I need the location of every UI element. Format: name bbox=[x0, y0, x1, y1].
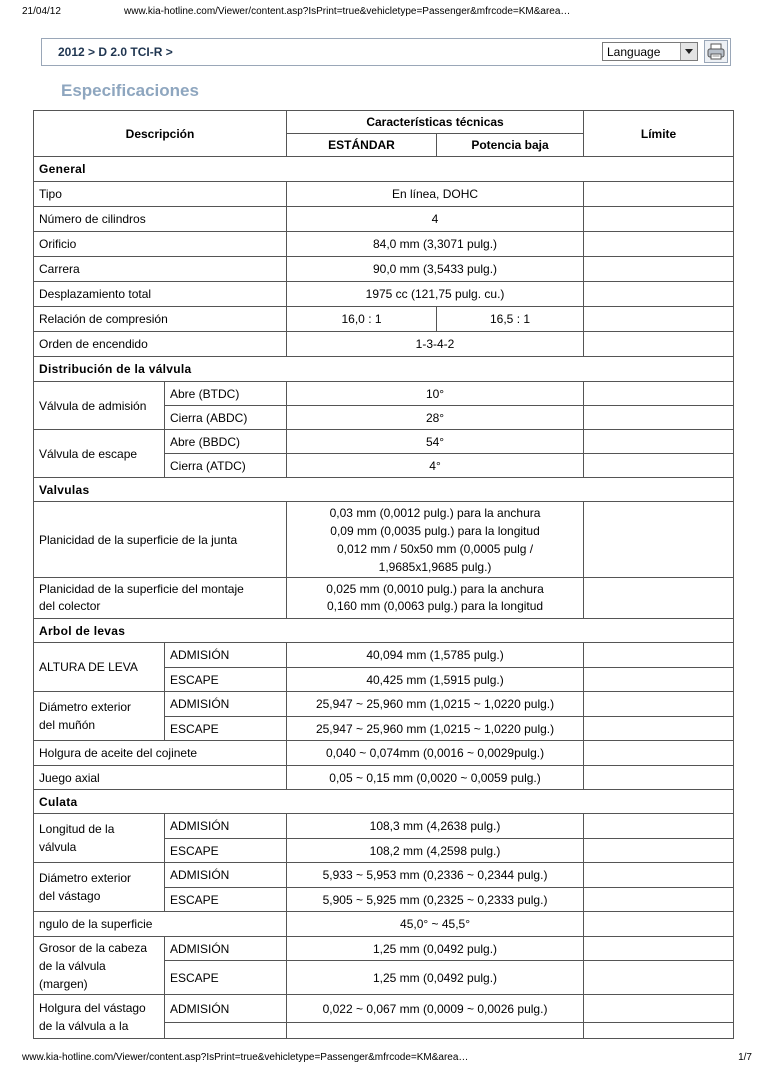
row-limit bbox=[584, 307, 734, 332]
row-value bbox=[287, 502, 584, 578]
top-toolbar bbox=[41, 38, 731, 66]
group-title: Arbol de levas bbox=[34, 619, 734, 643]
label-line: del muñón bbox=[39, 718, 96, 732]
value-line: 1,9685x1,9685 pulg.) bbox=[378, 559, 492, 574]
table-row bbox=[34, 382, 734, 406]
row-limit bbox=[584, 839, 734, 863]
row-limit bbox=[584, 182, 734, 207]
page-number: 1/7 bbox=[738, 1052, 752, 1063]
row-limit bbox=[584, 692, 734, 717]
label-line: de la válvula a la bbox=[39, 1019, 129, 1033]
row-label: Carrera bbox=[34, 257, 287, 282]
row-label: Número de cilindros bbox=[34, 207, 287, 232]
header-limite: Límite bbox=[584, 111, 734, 157]
group-row bbox=[34, 790, 734, 814]
row-limit bbox=[584, 430, 734, 454]
row-label: Holgura de aceite del cojinete bbox=[34, 741, 287, 766]
row-value: 108,2 mm (4,2598 pulg.) bbox=[287, 839, 584, 863]
row-value bbox=[287, 578, 584, 619]
language-select-value: Language bbox=[607, 45, 661, 59]
row-label: Relación de compresión bbox=[34, 307, 287, 332]
row-label: Orificio bbox=[34, 232, 287, 257]
label-line: Grosor de la cabeza bbox=[39, 940, 148, 955]
table-row bbox=[34, 766, 734, 790]
language-select[interactable] bbox=[602, 42, 698, 61]
row-value: 1,25 mm (0,0492 pulg.) bbox=[287, 937, 584, 961]
row-value: 90,0 mm (3,5433 pulg.) bbox=[287, 257, 584, 282]
row-sublabel: ESCAPE bbox=[165, 839, 287, 863]
header-caracteristicas: Características técnicas bbox=[287, 111, 584, 134]
breadcrumb[interactable]: 2012 > D 2.0 TCI-R > bbox=[58, 45, 173, 59]
row-value bbox=[287, 1023, 584, 1039]
row-label bbox=[34, 692, 165, 741]
printer-icon bbox=[705, 41, 727, 62]
value-line: 0,025 mm (0,0010 pulg.) para la anchura bbox=[326, 582, 544, 596]
table-row bbox=[34, 578, 734, 619]
value-line: 0,03 mm (0,0012 pulg.) para la anchura bbox=[329, 505, 541, 520]
row-limit bbox=[584, 578, 734, 619]
row-value: 1,25 mm (0,0492 pulg.) bbox=[287, 961, 584, 995]
table-row bbox=[34, 332, 734, 357]
row-sublabel: Cierra (ABDC) bbox=[165, 406, 287, 430]
row-label bbox=[34, 995, 165, 1039]
print-date: 21/04/12 bbox=[22, 6, 61, 17]
table-row bbox=[34, 692, 734, 717]
row-limit bbox=[584, 257, 734, 282]
row-label: Válvula de escape bbox=[34, 430, 165, 478]
row-value: 10° bbox=[287, 382, 584, 406]
row-label: Tipo bbox=[34, 182, 287, 207]
label-line: Diámetro exterior bbox=[39, 700, 132, 714]
row-label bbox=[34, 937, 165, 995]
row-limit bbox=[584, 502, 734, 578]
row-limit bbox=[584, 207, 734, 232]
row-value: En línea, DOHC bbox=[287, 182, 584, 207]
row-limit bbox=[584, 282, 734, 307]
row-value: 4 bbox=[287, 207, 584, 232]
page-title: Especificaciones bbox=[61, 81, 199, 100]
row-value: 1975 cc (121,75 pulg. cu.) bbox=[287, 282, 584, 307]
table-row bbox=[34, 995, 734, 1023]
group-title: General bbox=[34, 157, 734, 182]
row-label bbox=[34, 814, 165, 863]
row-label: Desplazamiento total bbox=[34, 282, 287, 307]
label-line: de la válvula bbox=[39, 958, 106, 973]
row-sublabel: ESCAPE bbox=[165, 961, 287, 995]
print-header bbox=[0, 0, 768, 20]
group-title: Valvulas bbox=[34, 478, 734, 502]
row-value-potencia-baja: 16,5 : 1 bbox=[437, 307, 584, 332]
table-row bbox=[34, 282, 734, 307]
table-row bbox=[34, 232, 734, 257]
row-value: 28° bbox=[287, 406, 584, 430]
table-row bbox=[34, 182, 734, 207]
row-value: 5,933 ~ 5,953 mm (0,2336 ~ 0,2344 pulg.) bbox=[287, 863, 584, 888]
row-sublabel bbox=[165, 1023, 287, 1039]
row-limit bbox=[584, 814, 734, 839]
value-line: 0,09 mm (0,0035 pulg.) para la longitud bbox=[330, 523, 540, 538]
row-label bbox=[34, 863, 165, 912]
row-limit bbox=[584, 1023, 734, 1039]
group-row bbox=[34, 157, 734, 182]
row-sublabel: ESCAPE bbox=[165, 668, 287, 692]
row-value: 40,094 mm (1,5785 pulg.) bbox=[287, 643, 584, 668]
label-line: Holgura del vástago bbox=[39, 1001, 146, 1015]
row-sublabel: ESCAPE bbox=[165, 717, 287, 741]
row-limit bbox=[584, 912, 734, 937]
label-line: (margen) bbox=[39, 976, 88, 991]
label-line: Diámetro exterior bbox=[39, 871, 132, 885]
row-value: 0,040 ~ 0,074mm (0,0016 ~ 0,0029pulg.) bbox=[287, 741, 584, 766]
row-limit bbox=[584, 961, 734, 995]
label-line: del colector bbox=[39, 599, 101, 613]
row-limit bbox=[584, 643, 734, 668]
row-sublabel: ADMISIÓN bbox=[165, 643, 287, 668]
header-potencia-baja: Potencia baja bbox=[437, 134, 584, 157]
row-limit bbox=[584, 232, 734, 257]
group-row bbox=[34, 619, 734, 643]
row-label: Orden de encendido bbox=[34, 332, 287, 357]
row-sublabel: Cierra (ATDC) bbox=[165, 454, 287, 478]
row-value: 0,05 ~ 0,15 mm (0,0020 ~ 0,0059 pulg.) bbox=[287, 766, 584, 790]
row-sublabel: Abre (BBDC) bbox=[165, 430, 287, 454]
row-value: 108,3 mm (4,2638 pulg.) bbox=[287, 814, 584, 839]
row-value: 40,425 mm (1,5915 pulg.) bbox=[287, 668, 584, 692]
row-sublabel: ESCAPE bbox=[165, 888, 287, 912]
row-limit bbox=[584, 937, 734, 961]
row-limit bbox=[584, 888, 734, 912]
row-limit bbox=[584, 717, 734, 741]
table-row bbox=[34, 257, 734, 282]
row-value: 25,947 ~ 25,960 mm (1,0215 ~ 1,0220 pulg.) bbox=[287, 717, 584, 741]
table-row bbox=[34, 502, 734, 578]
row-limit bbox=[584, 382, 734, 406]
row-label: ALTURA DE LEVA bbox=[34, 643, 165, 692]
footer-url: www.kia-hotline.com/Viewer/content.asp?IsPrint=true&vehicletype=Passenger&mfrcode=KM&area… bbox=[22, 1052, 469, 1063]
value-line: 0,012 mm / 50x50 mm (0,0005 pulg / bbox=[336, 541, 534, 556]
specifications-table bbox=[33, 110, 734, 1039]
row-value: 1-3-4-2 bbox=[287, 332, 584, 357]
table-row bbox=[34, 643, 734, 668]
row-limit bbox=[584, 766, 734, 790]
row-sublabel: ADMISIÓN bbox=[165, 863, 287, 888]
row-limit bbox=[584, 995, 734, 1023]
label-line: del vástago bbox=[39, 889, 101, 903]
row-value: 5,905 ~ 5,925 mm (0,2325 ~ 0,2333 pulg.) bbox=[287, 888, 584, 912]
row-value: 45,0° ~ 45,5° bbox=[287, 912, 584, 937]
row-value-estandar: 16,0 : 1 bbox=[287, 307, 437, 332]
table-row bbox=[34, 207, 734, 232]
row-label: Planicidad de la superficie de la junta bbox=[34, 502, 287, 578]
row-limit bbox=[584, 863, 734, 888]
table-row bbox=[34, 863, 734, 888]
label-line: Longitud de la bbox=[39, 822, 115, 836]
table-row bbox=[34, 741, 734, 766]
row-sublabel: ADMISIÓN bbox=[165, 814, 287, 839]
row-label: Juego axial bbox=[34, 766, 287, 790]
row-value: 4° bbox=[287, 454, 584, 478]
table-row bbox=[34, 307, 734, 332]
row-label: Válvula de admisión bbox=[34, 382, 165, 430]
table-header-row bbox=[34, 111, 734, 134]
table-row bbox=[34, 937, 734, 961]
row-value: 0,022 ~ 0,067 mm (0,0009 ~ 0,0026 pulg.) bbox=[287, 995, 584, 1023]
print-button[interactable] bbox=[704, 40, 728, 63]
row-sublabel: Abre (BTDC) bbox=[165, 382, 287, 406]
group-title: Culata bbox=[34, 790, 734, 814]
row-limit bbox=[584, 668, 734, 692]
table-row bbox=[34, 814, 734, 839]
row-limit bbox=[584, 332, 734, 357]
group-row bbox=[34, 357, 734, 382]
row-value: 54° bbox=[287, 430, 584, 454]
row-value: 84,0 mm (3,3071 pulg.) bbox=[287, 232, 584, 257]
table-row bbox=[34, 430, 734, 454]
header-descripcion: Descripción bbox=[34, 111, 287, 157]
row-value: 25,947 ~ 25,960 mm (1,0215 ~ 1,0220 pulg.) bbox=[287, 692, 584, 717]
group-row bbox=[34, 478, 734, 502]
row-sublabel: ADMISIÓN bbox=[165, 692, 287, 717]
label-line: Planicidad de la superficie del montaje bbox=[39, 582, 244, 596]
print-url: www.kia-hotline.com/Viewer/content.asp?IsPrint=true&vehicletype=Passenger&mfrcode=KM&area… bbox=[124, 6, 571, 17]
row-sublabel: ADMISIÓN bbox=[165, 937, 287, 961]
row-limit bbox=[584, 741, 734, 766]
chevron-down-icon[interactable] bbox=[680, 43, 697, 60]
label-line: válvula bbox=[39, 840, 77, 854]
group-title: Distribución de la válvula bbox=[34, 357, 734, 382]
row-limit bbox=[584, 406, 734, 430]
row-limit bbox=[584, 454, 734, 478]
row-label: ngulo de la superficie bbox=[34, 912, 287, 937]
row-label bbox=[34, 578, 287, 619]
row-sublabel: ADMISIÓN bbox=[165, 995, 287, 1023]
table-row bbox=[34, 912, 734, 937]
value-line: 0,160 mm (0,0063 pulg.) para la longitud bbox=[326, 599, 544, 613]
header-estandar: ESTÁNDAR bbox=[287, 134, 437, 157]
